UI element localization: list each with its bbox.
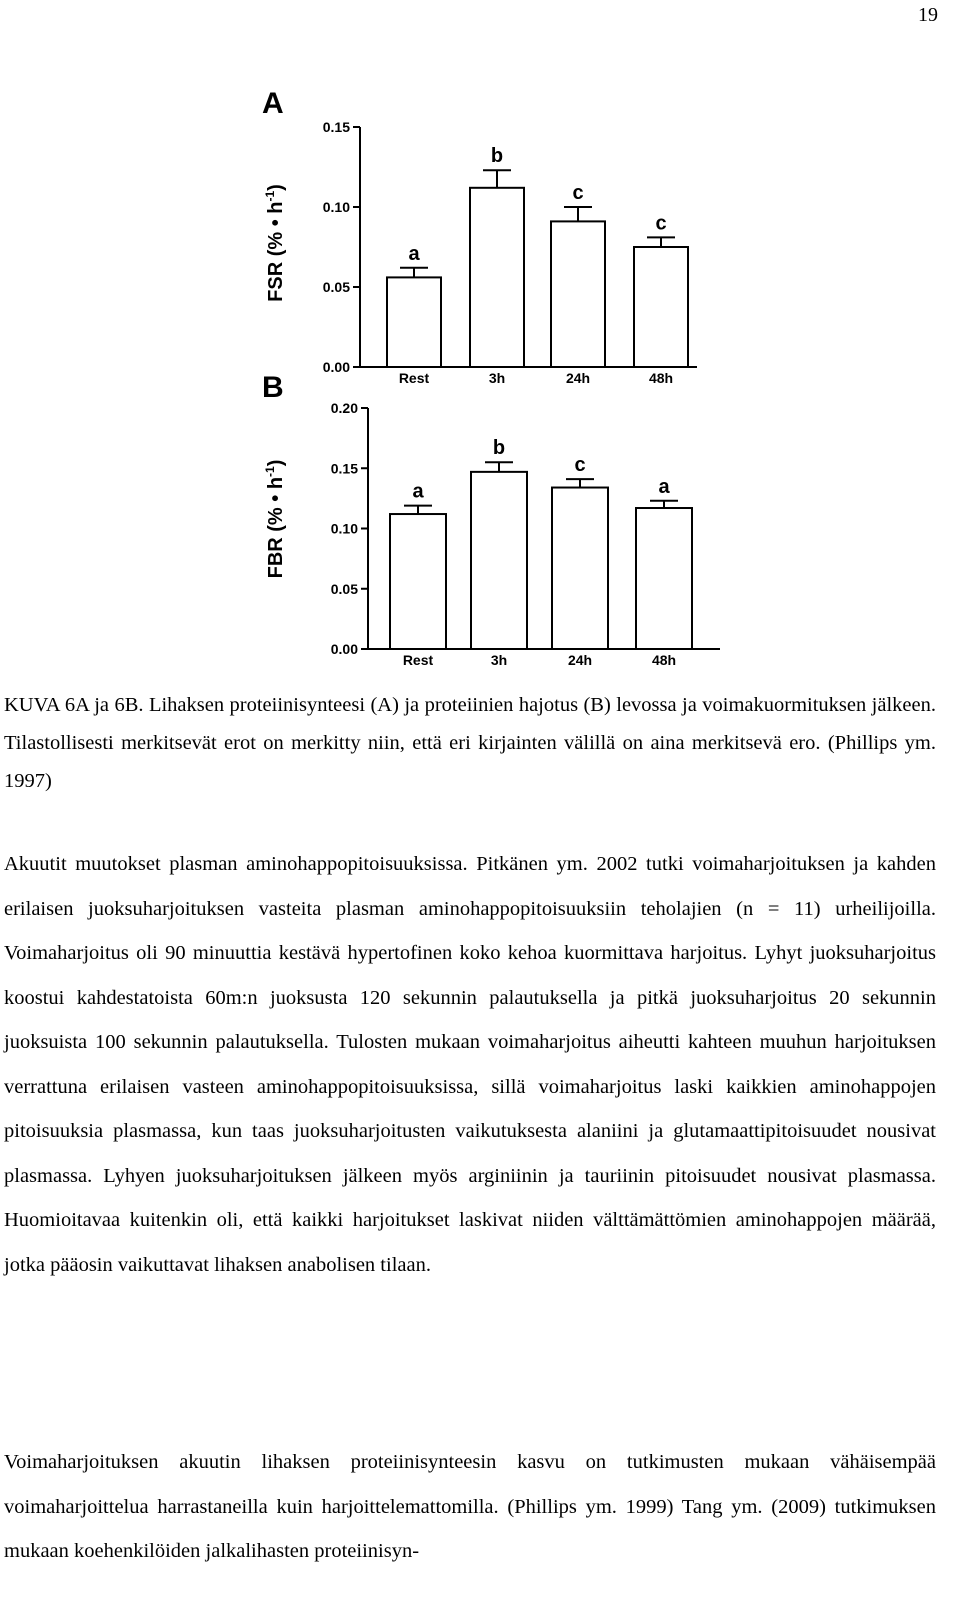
panel-a-letter: A <box>262 87 284 120</box>
panel-a-bar-48h <box>634 247 688 367</box>
panel-a-significance-letter: c <box>572 182 584 204</box>
panel-b-y-tick-label: 0.15 <box>330 460 358 477</box>
panel-b-category-label: Rest <box>402 652 434 668</box>
panel-b-significance-letter: a <box>658 475 670 498</box>
panel-b-bar-rest <box>390 514 446 649</box>
panel-b-y-tick-label: 0.20 <box>330 400 358 416</box>
panel-b-y-tick-label: 0.00 <box>330 641 358 657</box>
panel-a-y-tick-label: 0.10 <box>322 199 350 215</box>
panel-a-category-label: 48h <box>648 370 674 386</box>
panel-b-category-label: 24h <box>567 652 593 668</box>
figure-6ab <box>0 0 960 680</box>
panel-a-bar-24h <box>551 221 605 367</box>
panel-b-bar-48h <box>636 508 692 649</box>
panel-a-bar-3h <box>470 188 524 367</box>
panel-b-category-label: 48h <box>651 652 677 668</box>
panel-a-significance-letter: a <box>408 242 420 265</box>
panel-a-significance-letter: c <box>655 212 667 235</box>
panel-b-bar-24h <box>552 488 608 649</box>
page-number: 19 <box>918 4 938 26</box>
figure-caption: KUVA 6A ja 6B. Lihaksen proteiinisynteesi (A) ja proteiinien hajotus (B) levossa ja voimakuormituksen jälkeen. Tilastollisesti merkitsevät erot on merkitty niin, että eri kirjainten välillä on aina merkitsevä ero. (Phillips ym. 1997) <box>4 694 936 792</box>
panel-a-y-tick-label: 0.05 <box>322 279 350 295</box>
panel-b-significance-letter: a <box>412 480 424 503</box>
panel-a-category-label: 3h <box>488 370 506 386</box>
body-paragraph-1: Akuutit muutokset plasman aminohappopitoisuuksissa. Pitkänen ym. 2002 tutki voimaharjoituksen ja kahden erilaisen juoksuharjoituksen vasteita plasman aminohappopitoisuuksiin teholajien (n = 11) urheilijoilla. Voimaharjoitus oli 90 minuuttia kestävä hypertofinen koko kehoa kuormittava harjoitus. Lyhyt juoksuharjoitus koostui kahdestatoista 60m:n juoksusta 120 sekunnin palautuksella ja pitkä juoksuharjoitus 20 sekunnin juoksuista 100 sekunnin palautuksella. Tulosten mukaan voimaharjoitus aiheutti kahteen muuhun harjoituksen verrattuna erilaisen vasteen aminohappopitoisuuksissa, sillä voimaharjoitus laski kaikkien aminohappojen pitoisuuksia plasmassa, kun taas juoksuharjoitusten vaikutuksesta alaniini ja glutamaattipitoisuudet nousivat plasmassa. Lyhyen juoksuharjoituksen jälkeen myös arginiinin ja tauriinin pitoisuudet nousivat plasmassa. Huomioitavaa kuitenkin oli, että kaikki harjoitukset laskivat niiden välttämättömien aminohappojen määrää, jotka pääosin vaikuttavat lihaksen anabolisen tilaan. <box>4 853 936 1276</box>
panel-b-y-axis-label: FBR (% • $h^{-1}$) <box>263 459 287 579</box>
panel-b-y-tick-label: 0.05 <box>330 580 358 597</box>
panel-a-y-tick-label: 0.15 <box>322 119 350 135</box>
panel-a-category-label: Rest <box>398 370 430 386</box>
panel-a-significance-letter: b <box>490 145 504 168</box>
panel-b-y-tick-label: 0.10 <box>330 520 358 537</box>
body-paragraph-2: Voimaharjoituksen akuutin lihaksen proteiinisynteesin kasvu on tutkimusten mukaan vähäisempää voimaharjoittelua harrastaneilla kuin harjoittelemattomilla. (Phillips ym. 1999) Tang ym. (2009) tutkimuksen mukaan koehenkilöiden jalkalihasten proteiinisyn- <box>4 1451 936 1562</box>
panel-b-significance-letter: c <box>574 454 586 477</box>
panel-b-significance-letter: b <box>492 437 506 460</box>
panel-a-y-tick-label: 0.00 <box>322 359 350 375</box>
panel-a-category-label: 24h <box>565 370 591 386</box>
panel-a-y-axis-label: FSR (% • $h^{-1}$) <box>263 184 287 302</box>
panel-b-letter: B <box>262 371 284 404</box>
panel-b-category-label: 3h <box>490 652 508 668</box>
panel-b-bar-3h <box>471 472 527 649</box>
panel-a-bar-rest <box>387 277 441 367</box>
